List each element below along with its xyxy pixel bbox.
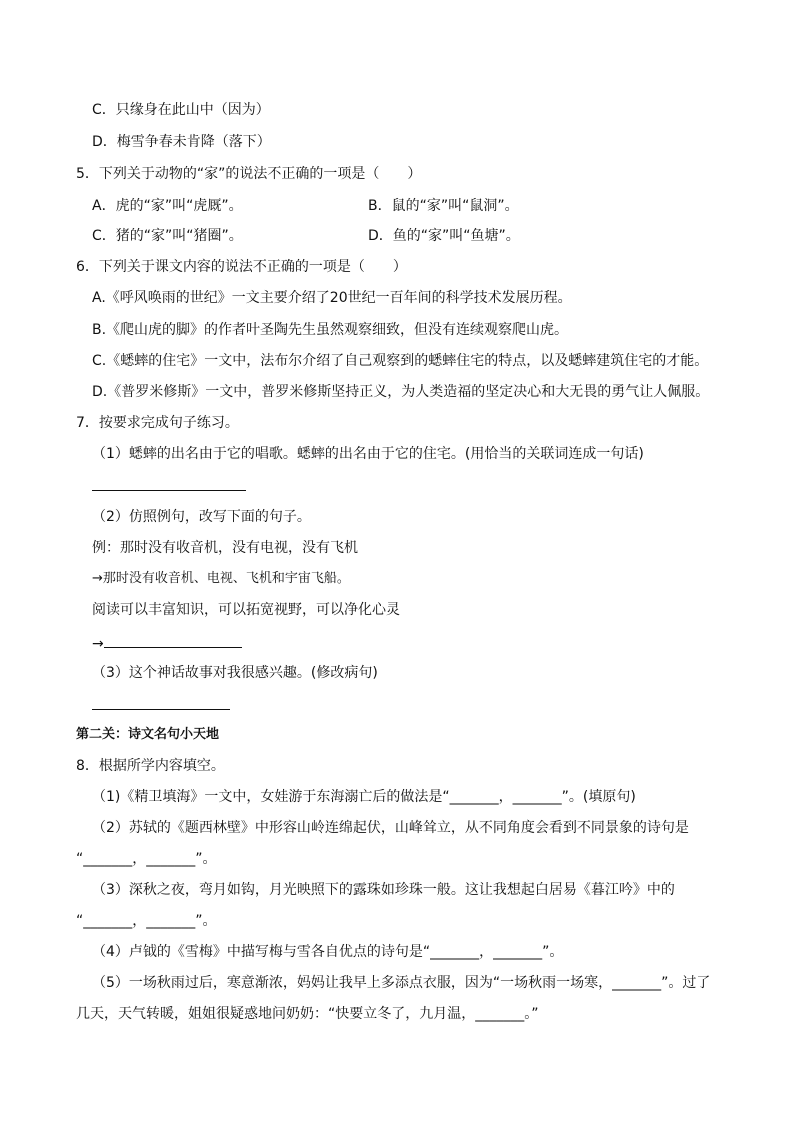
q8-part3-line1: （3）深秋之夜，弯月如钩，月光映照下的露珠如珍珠一般。这让我想起白居易《暮江吟》中的 <box>92 882 675 898</box>
q8-stem: 8．根据所学内容填空。 <box>76 758 225 774</box>
q8-part1: （1)《精卫填海》一文中，女娃游于东海溺亡后的做法是“_______，_______”。(填原句) <box>92 789 636 805</box>
q7-stem: 7．按要求完成句子练习。 <box>76 415 239 431</box>
q7-part3-answer-line[interactable] <box>92 694 230 716</box>
q6-option-d: D.《普罗米修斯》一文中，普罗米修斯坚持正义，为人类造福的坚定决心和大无畏的勇气让人佩服。 <box>92 384 710 400</box>
q7-example: 例：那时没有收音机，没有电视，没有飞机 <box>92 540 358 556</box>
q7-part2: （2）仿照例句，改写下面的句子。 <box>92 509 311 525</box>
q7-sentence: 阅读可以丰富知识，可以拓宽视野，可以净化心灵 <box>92 602 400 618</box>
q6-option-a: A.《呼风唤雨的世纪》一文主要介绍了20世纪一百年间的科学技术发展历程。 <box>92 290 572 306</box>
q8-part2-line1: （2）苏轼的《题西林壁》中形容山岭连绵起伏，山峰耸立，从不同角度会看到不同景象的诗句是 <box>92 820 689 836</box>
q5-option-c: C．猪的“家”叫“猪圈”。 <box>92 228 243 244</box>
q7-part3: （3）这个神话故事对我很感兴趣。(修改病句) <box>92 665 378 681</box>
q8-part2-line2[interactable]: “_______，_______”。 <box>76 851 217 867</box>
q7-part2-answer-line[interactable] <box>92 632 242 654</box>
q6-option-c: C.《蟋蟀的住宅》一文中，法布尔介绍了自己观察到的蟋蟀住宅的特点，以及蟋蟀建筑住宅的才能。 <box>92 353 709 369</box>
arrow: → <box>92 636 104 652</box>
q5-option-d: D．鱼的“家”叫“鱼塘”。 <box>368 228 520 244</box>
q8-part3-line2[interactable]: “_______，_______”。 <box>76 913 217 929</box>
q5-option-a: A．虎的“家”叫“虎厩”。 <box>92 198 243 214</box>
q6-stem: 6．下列关于课文内容的说法不正确的一项是（ ） <box>76 259 407 275</box>
q6-option-b: B.《爬山虎的脚》的作者叶圣陶先生虽然观察细致，但没有连续观察爬山虎。 <box>92 322 569 338</box>
q8-part5-line1[interactable]: （5）一场秋雨过后，寒意渐浓，妈妈让我早上多添点衣服，因为“一场秋雨一场寒，_______”。过了 <box>92 975 711 991</box>
q7-part1: （1）蟋蟀的出名由于它的唱歌。蟋蟀的出名由于它的住宅。(用恰当的关联词连成一句话) <box>92 446 644 462</box>
q4-option-d: D．梅雪争春未肯降（落下） <box>92 134 271 150</box>
answer-blank[interactable]: _______ <box>449 789 499 805</box>
answer-blank[interactable] <box>92 475 246 491</box>
q7-part1-answer-line[interactable] <box>92 475 246 497</box>
q8-part5-line2[interactable]: 几天，天气转暖，姐姐很疑惑地问奶奶：“快要立冬了，九月温，_______。” <box>76 1006 539 1022</box>
answer-blank[interactable] <box>104 632 242 648</box>
answer-blank[interactable] <box>92 694 230 710</box>
q8-part4[interactable]: （4）卢钺的《雪梅》中描写梅与雪各自优点的诗句是“_______，_______”。 <box>92 944 564 960</box>
answer-blank[interactable]: _______ <box>512 789 562 805</box>
section-title: 第二关：诗文名句小天地 <box>76 727 220 742</box>
q7-example-answer: →那时没有收音机、电视、飞机和宇宙飞船。 <box>92 571 350 586</box>
q4-option-c: C．只缘身在此山中（因为） <box>92 102 270 118</box>
q5-stem: 5．下列关于动物的“家”的说法不正确的一项是（ ） <box>76 166 422 182</box>
q5-option-b: B．鼠的“家”叫“鼠洞”。 <box>368 198 519 214</box>
